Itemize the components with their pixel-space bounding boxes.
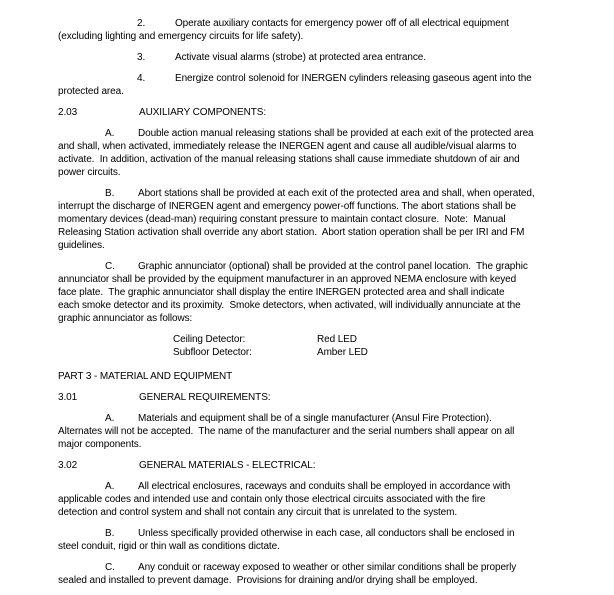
text-line: power circuits.: [58, 167, 121, 178]
document-body: [58, 17, 596, 587]
text-line: 4. Energize control solenoid for INERGEN cylinders releasing gaseous agent into the: [137, 73, 532, 84]
lettered-item-B-13: [58, 527, 596, 553]
section-heading-203-3: [58, 106, 596, 119]
text-line: detection and control system and shall not contain any circuit that is unrelated to the system.: [58, 507, 458, 518]
item-label: B.: [105, 188, 115, 199]
text-line: PART 3 - MATERIAL AND EQUIPMENT: [58, 371, 233, 382]
text-line: steel conduit, rigid or thin wall as conditions dictate.: [58, 541, 280, 552]
text-line: 3.02 GENERAL MATERIALS - ELECTRICAL:: [58, 460, 316, 471]
section-heading-301-9: [58, 391, 596, 404]
text-line: B. Unless specifically provided otherwise in each case, all conductors shall be enclosed in: [105, 528, 515, 539]
numbered-item-3-1: [58, 51, 596, 64]
lettered-item-A-12: [58, 480, 596, 519]
text-line: each smoke detector and its proximity. Smoke detectors, when activated, will individually annunciate at the: [58, 300, 521, 311]
lettered-item-C-14: [58, 561, 596, 587]
numbered-item-2-0: [58, 17, 596, 43]
lettered-item-A-10: [58, 412, 596, 451]
item-label: 2.03: [58, 107, 78, 118]
text-line: 2. Operate auxiliary contacts for emergency power off of all electrical equipment: [137, 18, 509, 29]
part-heading-8: [58, 370, 596, 383]
detector-label: Subfloor Detector:: [173, 347, 252, 358]
text-line: 3.01 GENERAL REQUIREMENTS:: [58, 392, 271, 403]
item-label: C.: [105, 261, 115, 272]
lettered-item-A-4: [58, 127, 596, 179]
text-line: 2.03 AUXILIARY COMPONENTS:: [58, 107, 267, 118]
item-label: B.: [105, 528, 115, 539]
text-line: face plate. The graphic annunciator shall display the entire INERGEN protected area and shall indicate: [58, 287, 505, 298]
item-label: A.: [105, 128, 115, 139]
text-line: applicable codes and intended use and contain only those electrical circuits associated with the fire: [58, 494, 486, 505]
text-line: and shall, when activated, immediately release the INERGEN agent and cause all audible/visual alarms to: [58, 141, 517, 152]
detector-table-7: [58, 333, 596, 359]
text-line: C. Graphic annunciator (optional) shall be provided at the control panel location. The graphic: [105, 261, 528, 272]
text-line: A. Double action manual releasing stations shall be provided at each exit of the protected area: [105, 128, 534, 139]
text-line: C. Any conduit or raceway exposed to weather or other similar conditions shall be properly: [105, 562, 517, 573]
text-line: momentary devices (dead-man) requiring constant pressure to maintain contact closure. Note: Manual: [58, 214, 506, 225]
text-line: 3. Activate visual alarms (strobe) at protected area entrance.: [137, 52, 426, 63]
text-line: A. Materials and equipment shall be of a single manufacturer (Ansul Fire Protection).: [105, 413, 492, 424]
text-line: graphic annunciator as follows:: [58, 313, 193, 324]
text-line: Alternates will not be accepted. The name of the manufacturer and the serial numbers shall appear on all: [58, 426, 515, 437]
numbered-item-4-2: [58, 72, 596, 98]
text-line: sealed and installed to prevent damage. Provisions for draining and/or drying shall be employed.: [58, 575, 478, 586]
item-label: 2.: [137, 18, 146, 29]
text-line: protected area.: [58, 86, 124, 97]
text-line: (excluding lighting and emergency circuits for life safety).: [58, 31, 304, 42]
item-label: 3.01: [58, 392, 78, 403]
lettered-item-C-6: [58, 260, 596, 325]
detector-value: Amber LED: [317, 347, 368, 358]
item-label: 3.: [137, 52, 146, 63]
item-label: 4.: [137, 73, 146, 84]
text-line: guidelines.: [58, 240, 105, 251]
item-label: A.: [105, 481, 115, 492]
text-line: A. All electrical enclosures, raceways and conduits shall be employed in accordance with: [105, 481, 511, 492]
text-line: B. Abort stations shall be provided at each exit of the protected area and shall, when operated,: [105, 188, 535, 199]
text-line: annunciator shall be provided by the equipment manufacturer in an approved NEMA enclosure with keyed: [58, 274, 517, 285]
text-line: interrupt the discharge of INERGEN agent and emergency power-off functions. The abort stations shall be: [58, 201, 516, 212]
detector-row: [58, 333, 596, 346]
item-label: 3.02: [58, 460, 78, 471]
detector-label: Ceiling Detector:: [173, 334, 246, 345]
text-line: activate. In addition, activation of the manual releasing stations shall cause immediate shutdown of air and: [58, 154, 520, 165]
item-label: C.: [105, 562, 115, 573]
text-line: Releasing Station activation shall override any abort station. Abort station operation shall be per IRI and FM: [58, 227, 525, 238]
section-heading-302-11: [58, 459, 596, 472]
detector-row: [58, 346, 596, 359]
detector-value: Red LED: [317, 334, 357, 345]
item-label: A.: [105, 413, 115, 424]
text-line: major components.: [58, 439, 142, 450]
lettered-item-B-5: [58, 187, 596, 252]
